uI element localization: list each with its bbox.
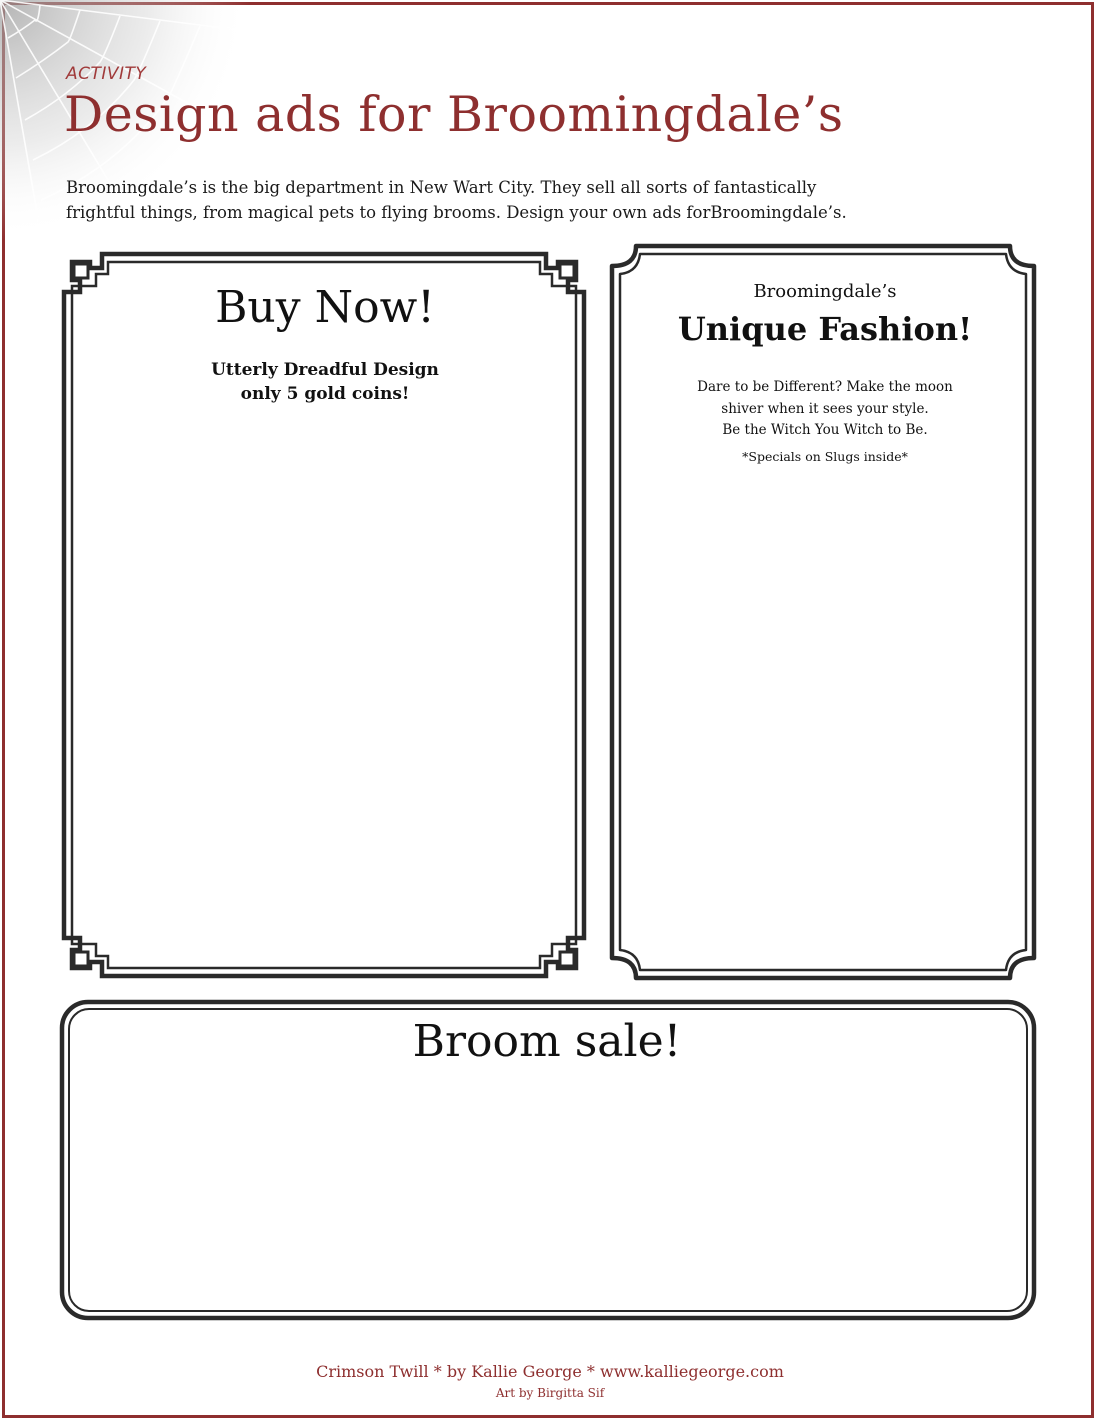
footer-credit: Crimson Twill * by Kallie George * www.kalliegeorge.com [316,1362,784,1381]
activity-label: ACTIVITY [66,64,147,84]
intro-line: frightful things, from magical pets to flying brooms. Design your own ads forBroomingdale’s. [66,203,847,222]
page-title: Design ads for Broomingdale’s [64,86,844,143]
fashion-body [620,377,1030,442]
footer-art-credit: Art by Birgitta Sif [495,1386,605,1400]
broom-sale-title: Broom sale! [412,1016,682,1067]
intro-line: Broomingdale’s is the big department in New Wart City. They sell all sorts of fantastically [66,178,817,197]
unique-fashion-frame [606,240,1040,984]
intro-paragraph [66,175,1026,225]
fashion-title: Unique Fashion! [677,310,973,348]
buy-now-line: Utterly Dreadful Design [211,360,439,380]
fashion-line: Dare to be Different? Make the moon [697,379,953,395]
buy-now-title: Buy Now! [215,282,435,333]
buy-now-line: only 5 gold coins! [240,384,410,404]
fashion-store-name: Broomingdale’s [753,281,897,302]
fashion-line: Be the Witch You Witch to Be. [722,422,928,438]
buy-now-subtitle [70,358,580,406]
fashion-line: shiver when it sees your style. [721,400,929,417]
fashion-special: *Specials on Slugs inside* [742,449,908,464]
